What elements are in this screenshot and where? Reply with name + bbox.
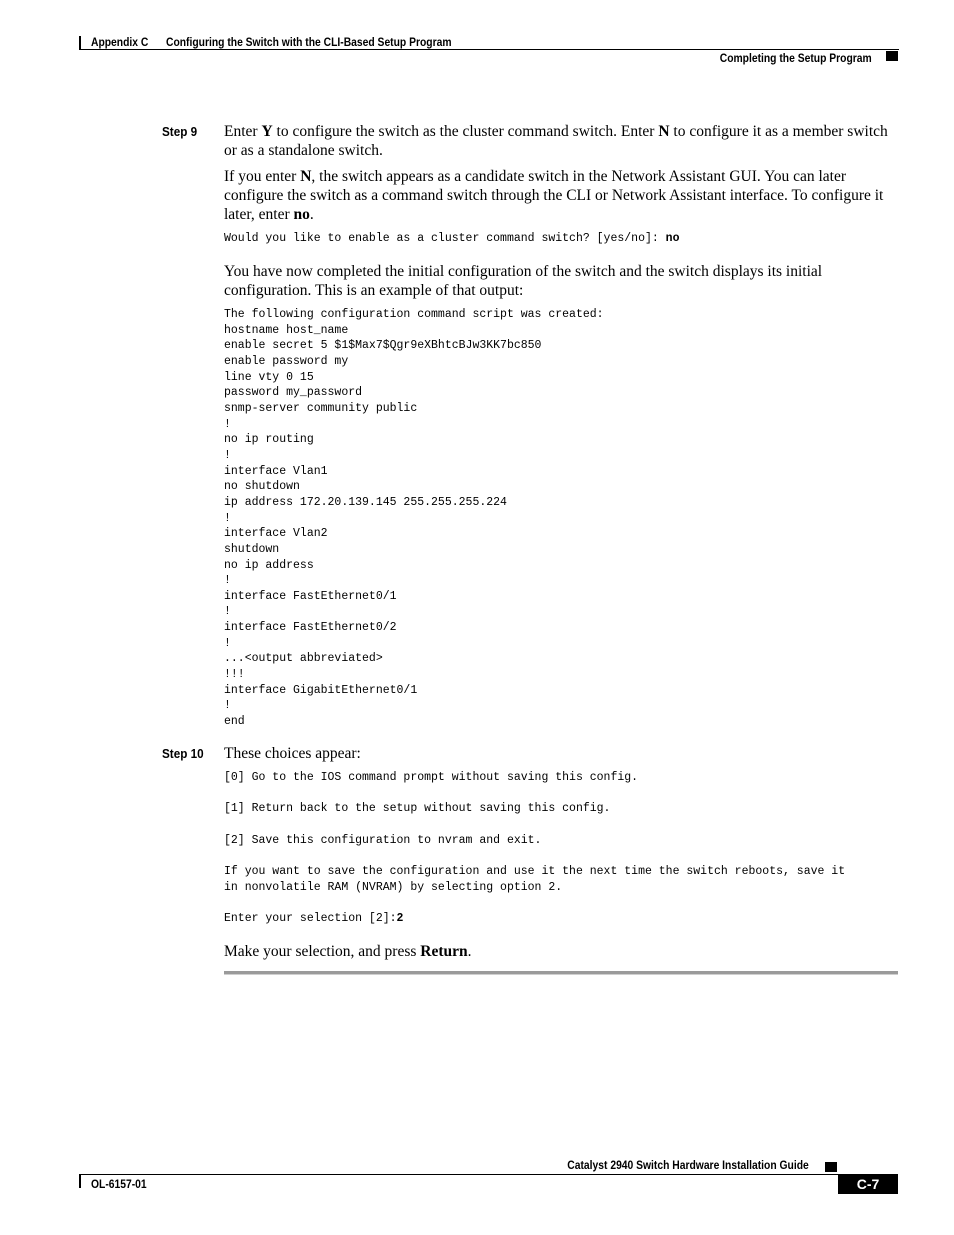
config-output-code: The following configuration command script was created: hostname host_name enable secret 5 $1$Max7$Qgr9eXBhtcBJw3KK7bc850 enable password my line vty 0 15 password my_password snmp-server community public ! no ip routing ! interface Vlan1 no shutdown ip address 172.20.139.145 255.255.255.224 ! interface Vlan2 shutdown no ip address ! interface FastEthernet0/1 ! interface FastEthernet0/2 ! ...<output abbreviated> !!! interface GigabitEthernet0/1 ! end <box>224 308 604 729</box>
header-left-bar <box>79 36 81 50</box>
cluster-prompt-code: Would you like to enable as a cluster command switch? [yes/no]: no <box>224 232 680 245</box>
footer-rule <box>79 1174 838 1175</box>
choices-output-code: [0] Go to the IOS command prompt without saving this config. [1] Return back to the setup without saving this config. [2] Save this configuration to nvram and exit. If you want to save the configuration and use it the next time the switch reboots, save it in nonvolatile RAM (NVRAM) by selecting option 2. Enter your selection [2]:2 <box>224 771 846 925</box>
footer-guide-title: Catalyst 2940 Switch Hardware Installation Guide <box>567 1158 809 1172</box>
procedure-end-rule <box>224 971 898 975</box>
header-chapter-title: Configuring the Switch with the CLI-Based Setup Program <box>166 35 452 49</box>
footer-marker-block <box>825 1162 837 1172</box>
footer-left-bar <box>79 1174 81 1188</box>
header-marker-block <box>886 51 898 61</box>
step-9-paragraph-3: You have now completed the initial configuration of the switch and the switch displays its initial configuration. This is an example of that output: <box>224 263 823 299</box>
step-9-paragraph-1: Enter Y to configure the switch as the cluster command switch. Enter N to configure it as a member switch or as a standalone switch. <box>224 123 888 159</box>
header-appendix: Appendix C <box>91 35 149 49</box>
step-10-label: Step 10 <box>162 746 204 761</box>
footer-page-number: C-7 <box>838 1174 898 1194</box>
step-10-paragraph-1: These choices appear: <box>224 745 361 762</box>
footer-doc-number: OL-6157-01 <box>91 1177 147 1191</box>
step-10-paragraph-2: Make your selection, and press Return. <box>224 943 472 960</box>
step-9-label: Step 9 <box>162 124 198 139</box>
header-rule <box>79 49 899 50</box>
header-section-title: Completing the Setup Program <box>720 51 872 65</box>
step-9-paragraph-2: If you enter N, the switch appears as a candidate switch in the Network Assistant GUI. You can later configure the switch as a command switch through the CLI or Network Assistant interface. To configure it later, enter no. <box>224 168 884 223</box>
